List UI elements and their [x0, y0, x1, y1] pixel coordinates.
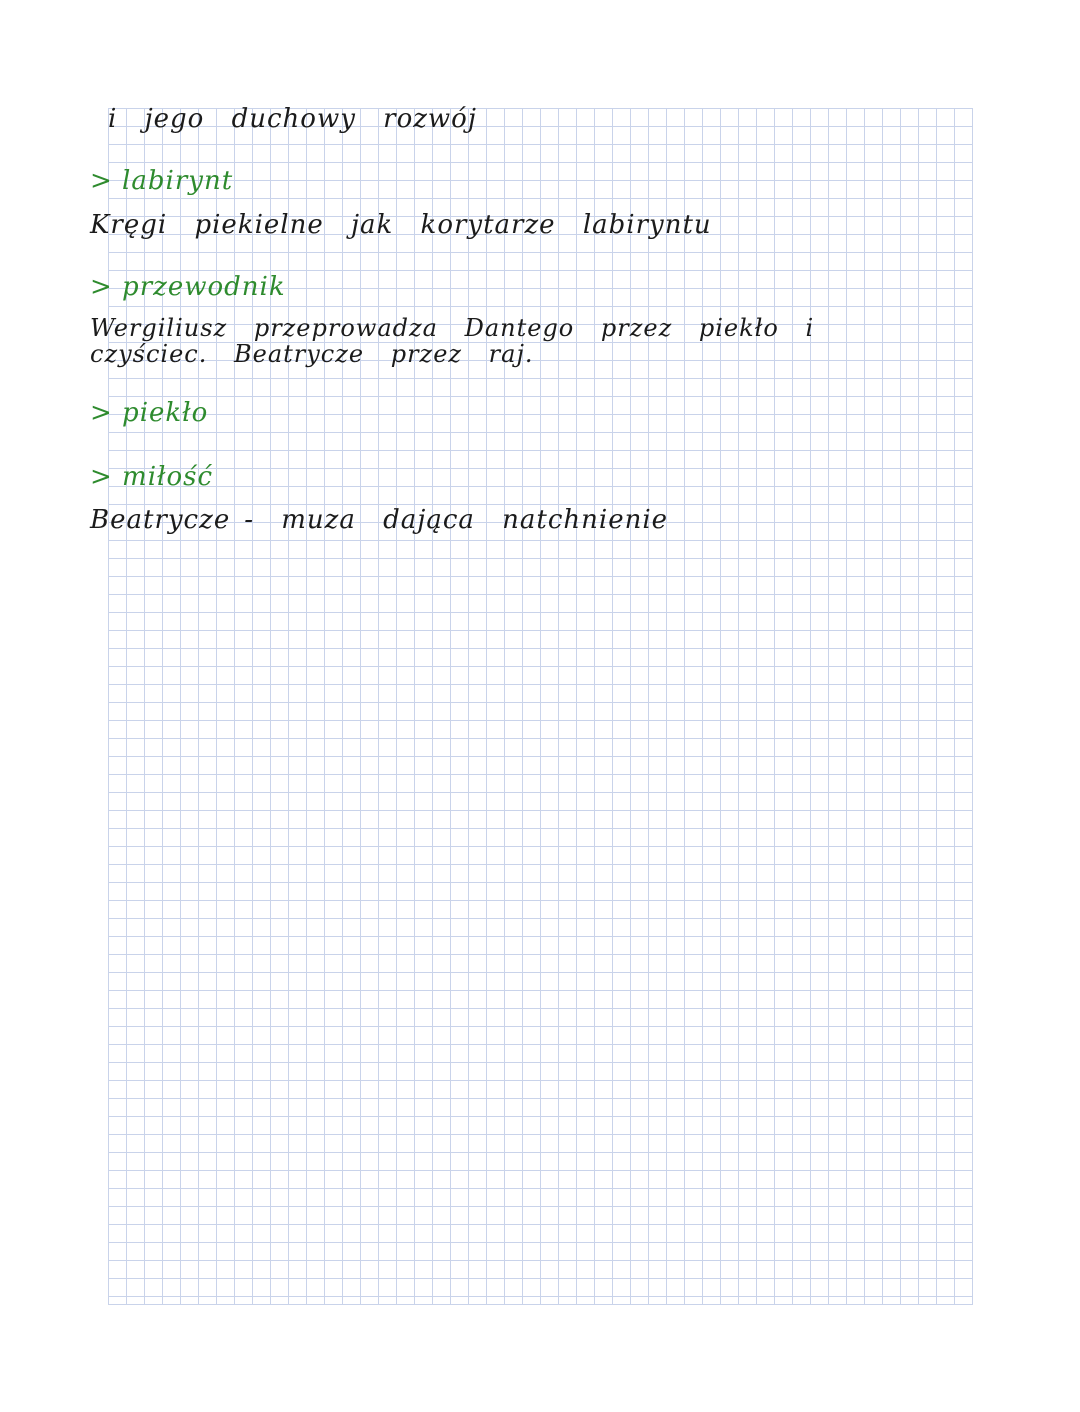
note-line-labirynt: [90, 210, 712, 240]
note-line-milosc: [90, 505, 668, 535]
heading-milosc-text: > miłość: [90, 462, 214, 492]
heading-milosc: [90, 462, 213, 492]
note-line-przewodnik-1: [90, 314, 814, 342]
heading-przewodnik-text: > przewodnik: [90, 272, 286, 302]
note-line-intro: [108, 104, 477, 134]
note-text-przewodnik-1: Wergiliusz przeprowadza Dantego przez piekło i: [90, 314, 815, 342]
heading-pieklo-text: > piekło: [90, 398, 209, 428]
heading-pieklo: [90, 398, 208, 428]
heading-labirynt-text: > labirynt: [90, 166, 234, 196]
note-line-przewodnik-2: [90, 340, 534, 368]
heading-labirynt: [90, 166, 233, 196]
heading-przewodnik: [90, 272, 286, 302]
note-text-przewodnik-2: czyściec. Beatrycze przez raj.: [90, 340, 534, 368]
note-text-milosc-desc: - muza dająca natchnienie: [244, 505, 669, 535]
note-text-intro: i jego duchowy rozwój: [108, 104, 477, 134]
note-text-labirynt: Kręgi piekielne jak korytarze labiryntu: [90, 210, 712, 240]
note-text-milosc-name: Beatrycze: [90, 505, 231, 535]
